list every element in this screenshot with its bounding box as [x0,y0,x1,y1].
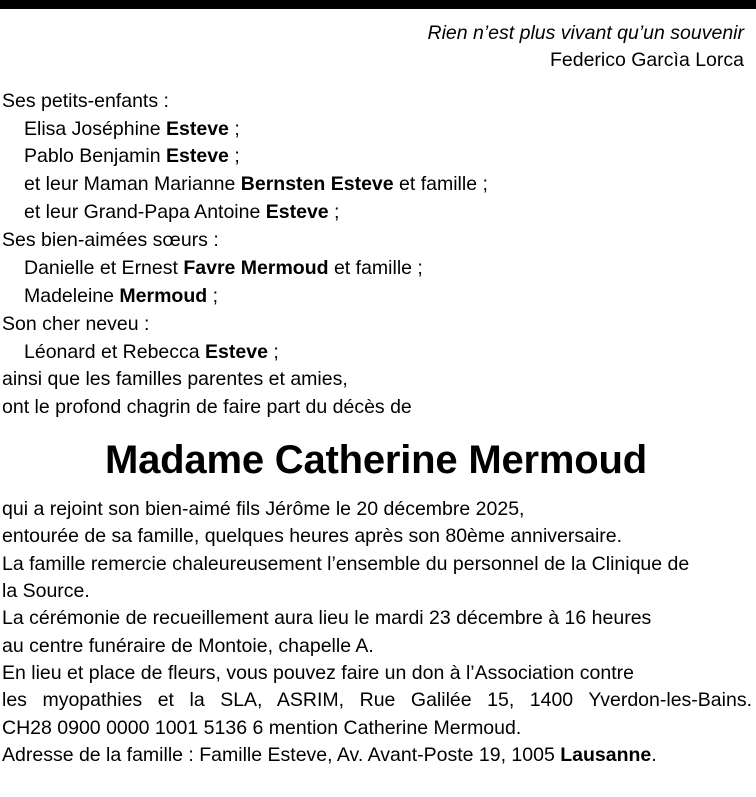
intro-lines [0,366,752,422]
family-member-name: Esteve [166,117,229,140]
family-member-prefix: et leur Grand-Papa Antoine [24,201,266,224]
notice-line: La cérémonie de recueillement aura lieu le mardi 23 décembre à 16 heures [2,607,652,630]
family-member-suffix: ; [328,201,340,224]
notice-paragraphs [0,496,752,769]
family-member-suffix: ; [228,145,240,168]
family-group-heading: Son cher neveu : [2,312,150,335]
notice-line: la Source. [2,580,90,603]
family-member-prefix: Pablo Benjamin [24,145,167,168]
family-member-name: Esteve [166,145,229,168]
top-divider [0,0,756,9]
notice-line: entourée de sa famille, quelques heures après son 80ème anniversaire. [2,525,623,548]
notice-line: les myopathies et la SLA, ASRIM, Rue Galilée 15, 1400 Yverdon-les-Bains. [2,689,752,712]
family-group-heading: Ses petits-enfants : [2,89,169,112]
epigraph [0,9,752,74]
notice-line: La famille remercie chaleureusement l’ensemble du personnel de la Clinique de [2,552,690,575]
family-closing-line-2: ont le profond chagrin de faire part du décès de [2,396,412,419]
deceased-name: Madame Catherine Mermoud [105,438,647,483]
family-member-name: Esteve [205,340,268,363]
family-member [2,255,752,283]
family-member [2,283,752,311]
family-member-prefix: Elisa Joséphine [24,117,167,140]
family-member [2,116,752,144]
family-member-suffix: ; [228,117,240,140]
family-member-suffix: ; [267,340,279,363]
family-member-name: Favre Mermoud [183,256,329,279]
family-member-suffix: ; [207,284,218,307]
family-member [2,199,752,227]
epigraph-quote: Rien n’est plus vivant qu’un souvenir [427,22,744,44]
family-list [0,88,752,367]
family-member [2,143,752,171]
family-member-name: Bernsten Esteve [240,173,394,196]
notice-line: CH28 0900 0000 1001 5136 6 mention Catherine Mermoud. [2,716,522,739]
family-member-prefix: Danielle et Ernest [24,256,184,279]
notice-line: qui a rejoint son bien-aimé fils Jérôme le 20 décembre 2025, [2,498,525,521]
address-prefix: Adresse de la famille : Famille Esteve, Av. Avant-Poste 19, 1005 [2,743,561,766]
family-member-prefix: Léonard et Rebecca [24,340,206,363]
family-address-line [2,742,752,769]
family-member-prefix: Madeleine [24,284,120,307]
family-closing-line-1: ainsi que les familles parentes et amies, [2,368,348,391]
address-city: Lausanne [560,743,652,766]
family-group-heading: Ses bien-aimées sœurs : [2,229,219,252]
family-member-prefix: et leur Maman Marianne [24,173,241,196]
family-member [2,339,752,367]
notice-line: au centre funéraire de Montoie, chapelle A. [2,634,374,657]
epigraph-author: Federico Garcìa Lorca [549,49,744,72]
family-member-name: Esteve [265,201,329,224]
notice-line: En lieu et place de fleurs, vous pouvez faire un don à l’Association contre [2,661,634,684]
family-member [2,171,752,199]
address-suffix: . [651,743,657,766]
family-member-suffix: et famille ; [393,173,488,196]
notice-body [0,9,756,769]
family-member-suffix: et famille ; [328,256,423,279]
family-member-name: Mermoud [119,284,208,307]
